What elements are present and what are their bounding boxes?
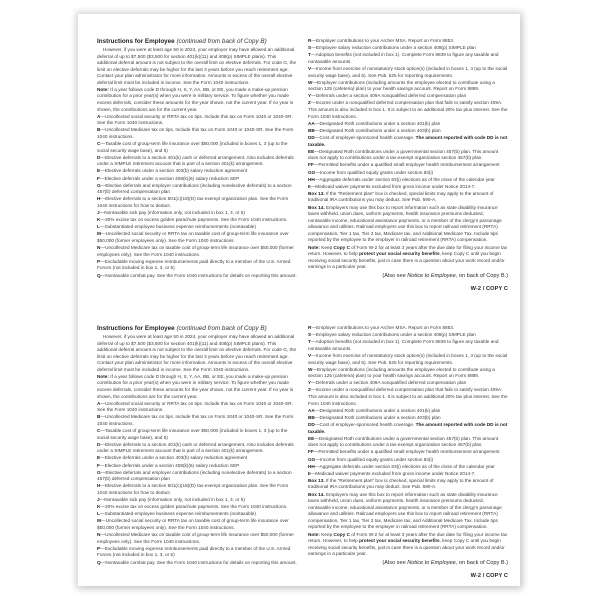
code-letter: BB	[308, 414, 315, 420]
keep-copy-note: Note: Keep Copy C of Form W-2 for at least 3 years after the due date for filing your income tax return. However, to help protect your social security benefits, keep Copy C until you begin receiving social security benefits, just in case there is a question about your work record and/or earnings in a particular year.	[308, 531, 508, 557]
code-description: —Elective deferrals to a section 401(k) cash or deferred arrangement. Also includes deferrals under a SIMPLE retirement account that is part of a section 401(k) arrangement.	[97, 154, 294, 167]
left-column	[97, 38, 297, 280]
code-entry-z	[308, 100, 508, 120]
code-entry-n	[97, 532, 297, 545]
code-entry-f	[97, 463, 297, 470]
code-description: —Uncollected Medicare tax on taxable cost of group-term life insurance over $50,000 (former employees only). See the Form 1040 instructions.	[97, 245, 294, 257]
code-description: —Income from qualified equity grants under section 83(i)	[315, 169, 434, 175]
code-entry-z	[308, 387, 508, 407]
code-entry-b	[97, 414, 297, 427]
code-letter: DD	[308, 135, 315, 140]
code-entry-p	[97, 546, 297, 559]
code-entry-c	[97, 428, 297, 441]
code-description: —20% excise tax on excess golden parachute payments. See the Form 1040 instructions.	[100, 217, 288, 223]
code-entry-s	[308, 45, 508, 52]
code-letter: V	[308, 352, 312, 358]
code-letter: EE	[308, 435, 315, 441]
code-description: —Designated Roth contributions under a section 401(k) plan	[314, 120, 441, 126]
code-entry-ff	[308, 162, 508, 169]
code-entry-dd	[308, 135, 508, 148]
code-letter: W	[308, 79, 313, 85]
code-entry-p	[97, 259, 297, 272]
code-entry-dd	[308, 422, 508, 435]
code-letter: DD	[308, 422, 315, 427]
code-description: —Designated Roth contributions under a governmental section 457(b) plan. This amount does not apply to contributions under a tax-exempt organization section 457(b) plan.	[308, 435, 499, 448]
code-entry-e	[97, 168, 297, 175]
code-entry-aa	[308, 121, 508, 128]
code-description: —Permitted benefits under a qualified small employer health reimbursement arrangement	[313, 449, 500, 455]
code-description: —Nontaxable sick pay (information only, not included in box 1, 3, or 5)	[99, 497, 245, 503]
code-bold-note: The amount reported with code DD is not taxable.	[308, 135, 508, 147]
code-letter: D	[97, 154, 101, 160]
code-description: —Designated Roth contributions under a governmental section 457(b) plan. This amount does not apply to contributions under a tax-exempt organization section 457(b) plan.	[308, 148, 499, 161]
code-letter: L	[97, 224, 100, 230]
code-entry-bb	[308, 128, 508, 135]
code-letter: BB	[308, 127, 315, 133]
code-entry-b	[97, 127, 297, 140]
code-letter: HH	[308, 463, 315, 469]
code-entry-hh	[308, 464, 508, 471]
intro-paragraph: However, if you were at least age 50 in 2024, your employer may have allowed an additional deferral of up to $7,500 ($3,500 for section 401(k)(11) and 408(p) SIMPLE plans). This additional deferral amount is not subject to the overall limit on elective deferrals. For code G, the limit on elective deferrals may be higher for the last 3 years before you reach retirement age. Contact your plan administrator for more information. Amounts in excess of the overall elective deferral limit must be included in income. See the Form 1040 instructions.	[97, 334, 297, 372]
box13-paragraph: Box 13. If the "Retirement plan" box is checked, special limits may apply to the amount of traditional IRA contributions you may deduct. See Pub. 590-A.	[308, 477, 494, 490]
codes-list-right	[308, 325, 508, 477]
code-description: —Elective deferrals under a section 408(k)(6) salary reduction SEP	[99, 175, 240, 181]
code-letter: F	[97, 175, 100, 181]
code-description: —Substantiated employee business expense reimbursements (nontaxable)	[99, 224, 256, 230]
code-description: —Designated Roth contributions under a section 403(b) plan	[314, 414, 441, 420]
code-entry-m	[97, 518, 297, 531]
right-column	[308, 38, 508, 292]
code-entry-k	[97, 217, 297, 224]
code-entry-ee	[308, 436, 508, 449]
code-entry-hh	[308, 177, 508, 184]
code-description: —Uncollected Medicare tax on tips. Include this tax on Form 1040 or 1040-SR. See the Form 1040 instructions.	[97, 414, 294, 426]
code-entry-s	[308, 332, 508, 339]
code-letter: G	[97, 469, 101, 475]
code-letter: F	[97, 462, 100, 468]
code-description: —Uncollected social security or RRTA tax on tips. Include this tax on Form 1040 or 1040-SR. See the Form 1040 instructions.	[97, 400, 293, 413]
code-entry-v	[308, 353, 508, 366]
code-description: —Substantiated employee business expense reimbursements (nontaxable)	[99, 511, 256, 517]
code-description: —Employer contributions (including amounts the employee elected to contribute using a section 125 (cafeteria) plan) to your health savings account. Report on Form 8889.	[308, 366, 495, 379]
instructions-heading: Instructions for Employee (continued from back of Copy B)	[97, 38, 267, 45]
code-letter: H	[97, 196, 101, 202]
code-description: —Elective deferrals under a section 403(b) salary reduction agreement	[100, 168, 248, 174]
code-letter: A	[97, 113, 101, 119]
code-letter: Y	[308, 380, 312, 386]
code-description: —Income under a nonqualified deferred compensation plan that fails to satisfy section 409A. This amount is also included in box 1. It is subject to an additional 20% tax plus interest. See the Form 1040 instructions.	[308, 100, 508, 119]
code-description: —Medicaid waiver payments excluded from gross income under Notice 2014-7.	[310, 470, 476, 476]
code-entry-g	[97, 183, 297, 196]
code-letter: T	[308, 339, 311, 345]
code-letter: Z	[308, 100, 311, 106]
code-letter: D	[97, 441, 101, 447]
code-entry-h	[97, 196, 297, 209]
code-letter: M	[97, 231, 101, 237]
code-description: —Designated Roth contributions under a section 401(k) plan	[314, 407, 441, 413]
code-letter: R	[308, 38, 312, 43]
code-description: —Taxable cost of group-term life insurance over $50,000 (included in boxes 1, 3 (up to the social security wage base), and 5)	[97, 428, 288, 440]
code-entry-y	[308, 93, 508, 100]
code-letter: A	[97, 400, 101, 406]
code-description: —Elective deferrals to a section 501(c)(18)(D) tax-exempt organization plan. See the Form 1040 instructions for how to deduct.	[97, 483, 289, 495]
code-description: —Elective deferrals under a section 403(b) salary reduction agreement	[100, 455, 248, 461]
code-description: —Uncollected Medicare tax on tips. Include this tax on Form 1040 or 1040-SR. See the Form 1040 instructions.	[97, 127, 294, 139]
codes-list-left	[97, 114, 297, 279]
codes-list-left	[97, 401, 297, 566]
code-description: —Medicaid waiver payments excluded from gross income under Notice 2014-7.	[310, 183, 476, 189]
code-entry-ii	[308, 184, 508, 191]
code-entry-c	[97, 141, 297, 154]
code-entry-bb	[308, 415, 508, 422]
code-letter: EE	[308, 148, 315, 154]
code-description: —Employer contributions (including amounts the employee elected to contribute using a section 125 (cafeteria) plan) to your health savings account. Report on Form 8889.	[308, 79, 495, 92]
code-entry-d	[97, 442, 297, 455]
code-letter: S	[308, 332, 312, 338]
code-entry-f	[97, 176, 297, 183]
left-column	[97, 325, 297, 567]
code-entry-q	[97, 560, 297, 567]
box14-paragraph: Box 14. Employers may use this box to report information such as state disability insurance taxes withheld, union dues, uniform payments, health insurance premiums deducted, nontaxable income, educational assistance payments, or a member of the clergy's parsonage allowance and utilities. Railroad employers use this box to report railroad retirement (RRTA) compensation, Tier 1 tax, Tier 2 tax, Medicare tax, and Additional Medicare Tax. Include tips reported by the employee to the employer in railroad retirement (RRTA) compensation.	[308, 204, 502, 243]
code-letter: T	[308, 52, 311, 58]
code-letter: V	[308, 65, 312, 71]
code-letter: GG	[308, 456, 316, 462]
code-description: —Elective deferrals to a section 401(k) cash or deferred arrangement. Also includes deferrals under a SIMPLE retirement account that is part of a section 401(k) arrangement.	[97, 441, 294, 454]
code-letter: FF	[308, 162, 314, 168]
code-description: —Uncollected Medicare tax on taxable cost of group-term life insurance over $50,000 (former employees only). See the Form 1040 instructions.	[97, 532, 294, 544]
code-description: —Employee salary reduction contributions under a section 408(p) SIMPLE plan	[311, 45, 476, 51]
code-description: —Aggregate deferrals under section 83(i) elections as of the close of the calendar year	[314, 176, 495, 182]
code-description: —Employer contributions to your Archer MSA. Report on Form 8853.	[311, 325, 455, 330]
code-letter: GG	[308, 169, 316, 175]
code-letter: J	[97, 497, 100, 503]
code-letter: H	[97, 483, 101, 489]
code-bold-note: The amount reported with code DD is not taxable.	[308, 422, 508, 434]
right-column	[308, 325, 508, 579]
also-see-note: (Also see Notice to Employee, on back of Copy B.)	[382, 559, 508, 566]
code-entry-j	[97, 210, 297, 217]
code-description: —Uncollected social security or RRTA tax on taxable cost of group-term life insurance over $50,000 (former employees only). See the Form 1040 instructions.	[97, 231, 289, 244]
code-description: —Cost of employer-sponsored health coverage.	[314, 422, 416, 427]
code-description: —Income from qualified equity grants under section 83(i)	[315, 456, 434, 462]
code-letter: K	[97, 217, 101, 223]
code-entry-a	[97, 114, 297, 127]
code-letter: W	[308, 366, 313, 372]
code-description: —Elective deferrals under a section 408(k)(6) salary reduction SEP	[99, 462, 240, 468]
code-entry-t	[308, 52, 508, 65]
code-description: —Income under a nonqualified deferred compensation plan that fails to satisfy section 409A. This amount is also included in box 1. It is subject to an additional 20% tax plus interest. See the Form 1040 instructions.	[308, 387, 508, 406]
code-description: —Deferrals under a section 409A nonqualified deferred compensation plan	[311, 93, 467, 99]
code-entry-l	[97, 511, 297, 518]
code-letter: Q	[97, 559, 101, 565]
code-description: —Elective deferrals to a section 501(c)(18)(D) tax-exempt organization plan. See the Form 1040 instructions for how to deduct.	[97, 196, 289, 208]
code-entry-y	[308, 380, 508, 387]
code-entry-ii	[308, 471, 508, 478]
code-entry-q	[97, 273, 297, 280]
code-letter: C	[97, 428, 101, 434]
code-entry-r	[308, 325, 508, 332]
code-entry-e	[97, 455, 297, 462]
code-letter: P	[97, 258, 101, 264]
code-letter: AA	[308, 407, 315, 413]
code-entry-d	[97, 155, 297, 168]
code-letter: Y	[308, 93, 312, 99]
box14-paragraph: Box 14. Employers may use this box to report information such as state disability insurance taxes withheld, union dues, uniform payments, health insurance premiums deducted, nontaxable income, educational assistance payments, or a member of the clergy's parsonage allowance and utilities. Railroad employers use this box to report railroad retirement (RRTA) compensation, Tier 1 tax, Tier 2 tax, Medicare tax, and Additional Medicare Tax. Include tips reported by the employee to the employer in railroad retirement (RRTA) compensation.	[308, 491, 502, 530]
code-description: —Designated Roth contributions under a section 403(b) plan	[314, 127, 441, 133]
code-letter: FF	[308, 449, 314, 455]
code-entry-h	[97, 483, 297, 496]
code-letter: HH	[308, 176, 315, 182]
code-description: —Income from exercise of nonstatutory stock option(s) (included in boxes 1, 3 (up to the social security wage base), and 5). See Pub. 525 for reporting requirements.	[308, 65, 508, 78]
code-description: —Aggregate deferrals under section 83(i) elections as of the close of the calendar year	[314, 463, 495, 469]
note-paragraph: Note: If a year follows code D through H, S, Y, AA, BB, or EE, you made a make-up pension contribution for a prior year(s) when you were in military service. To figure whether you made excess deferrals, consider these amounts for the year shown, not the current year. If no year is shown, the contributions are for the current year.	[97, 86, 294, 112]
code-description: —Elective deferrals and employer contributions (including nonelective deferrals) to a section 457(b) deferred compensation plan	[97, 182, 292, 195]
code-description: —Uncollected social security or RRTA tax on tips. Include this tax on Form 1040 or 1040-SR. See the Form 1040 instructions.	[97, 113, 293, 126]
code-letter: G	[97, 182, 101, 188]
code-entry-j	[97, 497, 297, 504]
code-letter: E	[97, 168, 101, 174]
code-description: —Nontaxable combat pay. See the Form 1040 instructions for details on reporting this amount.	[100, 272, 297, 278]
code-letter: E	[97, 455, 101, 461]
code-description: —Uncollected social security or RRTA tax on taxable cost of group-term life insurance over $50,000 (former employees only). See the Form 1040 instructions.	[97, 518, 289, 531]
code-entry-w	[308, 80, 508, 93]
code-entry-aa	[308, 408, 508, 415]
code-entry-w	[308, 367, 508, 380]
instructions-copy-bottom	[97, 325, 509, 585]
code-description: —Excludable moving expense reimbursements paid directly to a member of the U.S. Armed Forces (not included in box 1, 3, or 5)	[97, 545, 291, 558]
code-entry-ff	[308, 449, 508, 456]
code-entry-gg	[308, 457, 508, 464]
code-letter: S	[308, 45, 312, 51]
code-entry-r	[308, 38, 508, 45]
code-description: —Employer contributions to your Archer MSA. Report on Form 8853.	[311, 38, 455, 43]
copy-identifier: W-2 / COPY C	[470, 572, 508, 579]
copy-identifier: W-2 / COPY C	[470, 285, 508, 292]
code-description: —Excludable moving expense reimbursements paid directly to a member of the U.S. Armed Forces (not included in box 1, 3, or 5)	[97, 258, 291, 271]
intro-paragraph: However, if you were at least age 50 in 2024, your employer may have allowed an additional deferral of up to $7,500 ($3,500 for section 401(k)(11) and 408(p) SIMPLE plans). This additional deferral amount is not subject to the overall limit on elective deferrals. For code G, the limit on elective deferrals may be higher for the last 3 years before you reach retirement age. Contact your plan administrator for more information. Amounts in excess of the overall elective deferral limit must be included in income. See the Form 1040 instructions.	[97, 47, 297, 85]
also-see-note: (Also see Notice to Employee, on back of Copy B.)	[382, 272, 508, 279]
code-letter: K	[97, 504, 101, 510]
code-description: —Nontaxable sick pay (information only, not included in box 1, 3, or 5)	[99, 210, 245, 216]
codes-list-right	[308, 38, 508, 190]
code-entry-t	[308, 339, 508, 352]
code-description: —Adoption benefits (not included in box 1). Complete Form 8839 to figure any taxable and nontaxable amounts.	[308, 52, 499, 64]
code-letter: Z	[308, 387, 311, 393]
code-entry-gg	[308, 170, 508, 177]
code-letter: II	[308, 183, 311, 189]
code-description: —Deferrals under a section 409A nonqualified deferred compensation plan	[311, 380, 467, 386]
instructions-heading: Instructions for Employee (continued from back of Copy B)	[97, 325, 267, 332]
code-letter: Q	[97, 272, 101, 278]
code-description: —Cost of employer-sponsored health coverage.	[314, 135, 416, 140]
code-entry-v	[308, 66, 508, 79]
code-letter: N	[97, 245, 101, 251]
code-description: —Elective deferrals and employer contributions (including nonelective deferrals) to a section 457(b) deferred compensation plan	[97, 469, 292, 482]
code-description: —Employee salary reduction contributions under a section 408(p) SIMPLE plan	[311, 332, 476, 338]
code-description: —Nontaxable combat pay. See the Form 1040 instructions for details on reporting this amount.	[100, 559, 297, 565]
code-entry-l	[97, 224, 297, 231]
code-entry-a	[97, 401, 297, 414]
w2-copy-c-sheet	[78, 14, 520, 586]
keep-copy-note: Note: Keep Copy C of Form W-2 for at least 3 years after the due date for filing your income tax return. However, to help protect your social security benefits, keep Copy C until you begin receiving social security benefits, just in case there is a question about your work record and/or earnings in a particular year.	[308, 244, 508, 270]
code-letter: B	[97, 414, 101, 420]
code-letter: C	[97, 141, 101, 147]
code-description: —Taxable cost of group-term life insurance over $50,000 (included in boxes 1, 3 (up to the social security wage base), and 5)	[97, 141, 288, 153]
note-paragraph: Note: If a year follows code D through H, S, Y, AA, BB, or EE, you made a make-up pension contribution for a prior year(s) when you were in military service. To figure whether you made excess deferrals, consider these amounts for the year shown, not the current year. If no year is shown, the contributions are for the current year.	[97, 373, 294, 399]
code-letter: L	[97, 511, 100, 517]
code-description: —Adoption benefits (not included in box 1). Complete Form 8839 to figure any taxable and nontaxable amounts.	[308, 339, 499, 351]
code-letter: M	[97, 518, 101, 524]
code-letter: P	[97, 545, 101, 551]
code-entry-g	[97, 470, 297, 483]
code-entry-m	[97, 231, 297, 244]
code-letter: AA	[308, 120, 315, 126]
box13-paragraph: Box 13. If the "Retirement plan" box is checked, special limits may apply to the amount of traditional IRA contributions you may deduct. See Pub. 590-A.	[308, 190, 494, 203]
code-entry-n	[97, 245, 297, 258]
instructions-copy-top	[97, 38, 509, 298]
code-entry-ee	[308, 149, 508, 162]
code-description: —Income from exercise of nonstatutory stock option(s) (included in boxes 1, 3 (up to the social security wage base), and 5). See Pub. 525 for reporting requirements.	[308, 352, 508, 365]
code-description: —Permitted benefits under a qualified small employer health reimbursement arrangement	[313, 162, 500, 168]
code-letter: R	[308, 325, 312, 330]
code-letter: J	[97, 210, 100, 216]
code-entry-k	[97, 504, 297, 511]
code-letter: II	[308, 470, 311, 476]
code-letter: B	[97, 127, 101, 133]
code-description: —20% excise tax on excess golden parachute payments. See the Form 1040 instructions.	[100, 504, 288, 510]
code-letter: N	[97, 532, 101, 538]
